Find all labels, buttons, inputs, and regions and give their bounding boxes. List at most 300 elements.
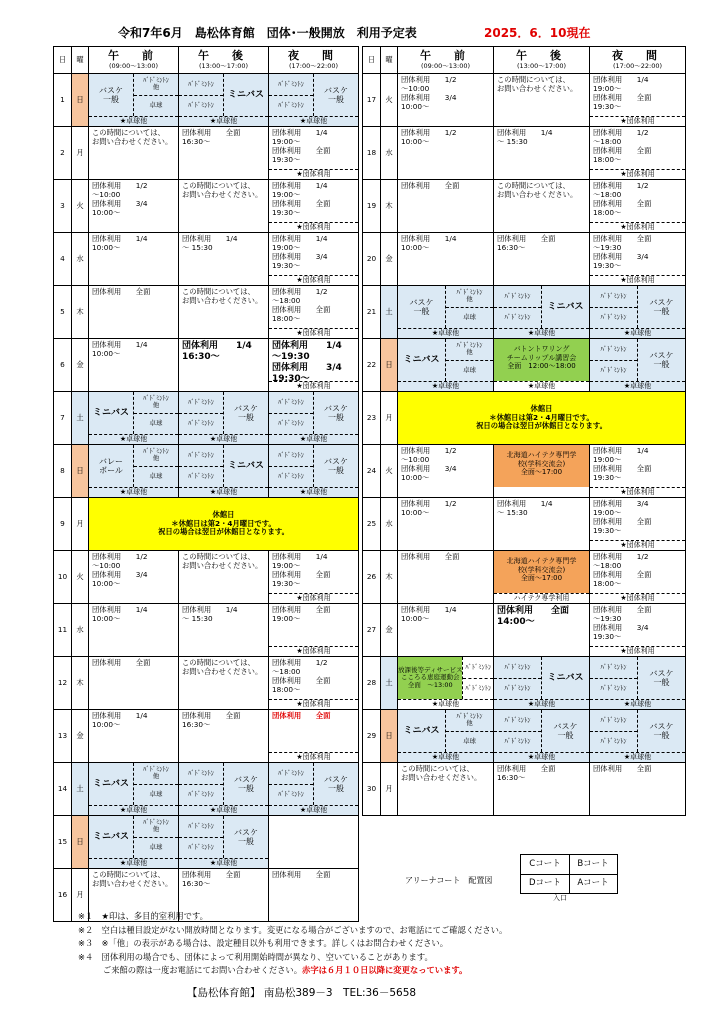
day-row: [363, 604, 686, 657]
sport-label: ﾊﾞﾄﾞﾐﾝﾄﾝ 他: [143, 764, 169, 781]
cell-text: 団体利用 1/4 10:00～: [401, 234, 457, 252]
day-number: 29: [363, 710, 381, 763]
cell-text: 北海道ハイテク専門学 校(学科交流会) 全面～17:00: [506, 451, 577, 477]
cell-text: 団体利用 全面 19:00～: [272, 605, 331, 623]
cell-footer: ★卓球他: [89, 805, 178, 815]
schedule-cell: [89, 74, 179, 127]
cell-footer: ★卓球他: [179, 487, 268, 497]
schedule-cell: [590, 710, 686, 763]
day-row: [54, 657, 359, 710]
day-row: [363, 339, 686, 392]
day-of-week: 火: [72, 551, 89, 604]
sport-label: ﾊﾞﾄﾞﾐﾝﾄﾝ 他: [456, 287, 483, 304]
cell-text: 団体利用 1/4 19:00～ 団体利用 全面 19:30～: [272, 181, 331, 217]
cell-footer: ★団体利用: [590, 487, 685, 497]
arena-layout: [405, 848, 685, 904]
cell-footer: ★卓球他: [590, 752, 685, 762]
schedule-cell: [269, 657, 359, 710]
sport-label: ミニバス: [92, 407, 129, 418]
day-row: [54, 763, 359, 816]
schedule-cell: [179, 127, 269, 180]
sport-label: ﾊﾞﾄﾞﾐﾝﾄﾝ: [494, 678, 541, 700]
page-title: 令和7年6月 島松体育館 団体･一般開放 利用予定表: [118, 26, 417, 40]
cell-text: 団体利用 全面: [401, 181, 460, 190]
schedule-cell: [494, 445, 590, 498]
cell-footer: ★卓球他: [89, 487, 178, 497]
day-row: [54, 339, 359, 392]
col-am: 午 前 (09:00～13:00): [398, 47, 494, 74]
sport-label: バスケ 一般: [637, 286, 685, 328]
cell-text: 団体利用 全面 16:30～: [497, 234, 556, 252]
note-3: ※３ ※「他」の表示がある場合は、設定種目以外も利用できます。詳しくはお問合わせください。: [78, 938, 449, 948]
day-of-week: 土: [72, 392, 89, 445]
schedule-cell: [398, 763, 494, 816]
cell-text: 団体利用 1/4 ～ 15:30: [497, 499, 553, 517]
cell-footer: ★団体利用: [590, 646, 685, 656]
schedule-cell: [269, 233, 359, 286]
schedule-cell: [89, 233, 179, 286]
cell-text: 団体利用 全面: [272, 870, 331, 879]
cell-text: 団体利用 1/4 16:30～: [182, 341, 252, 362]
sport-label: ﾊﾞﾄﾞﾐﾝﾄﾝ: [278, 397, 304, 406]
day-of-week: 水: [381, 127, 398, 180]
arena-label: アリーナコート 配置図: [405, 876, 493, 885]
cell-footer: ★卓球他: [89, 116, 178, 126]
col-day: 日: [363, 47, 381, 74]
sport-label: バスケ 一般: [313, 763, 358, 805]
cell-text: この時間については、 お問い合わせください。: [92, 870, 173, 888]
sport-label: ミニバス: [223, 74, 268, 116]
cell-footer: ★卓球他: [494, 381, 589, 391]
day-row: [363, 763, 686, 816]
cell-footer: ★卓球他: [494, 328, 589, 338]
cell-text: 団体利用 1/4 19:00～ 団体利用 全面 19:30～: [593, 446, 652, 482]
day-of-week: 木: [72, 657, 89, 710]
sport-label: ﾊﾞﾄﾞﾐﾝﾄﾝ: [188, 450, 214, 459]
schedule-cell: [89, 339, 179, 392]
sport-label: ﾊﾞﾄﾞﾐﾝﾄﾝ: [600, 291, 627, 300]
schedule-cell: [269, 392, 359, 445]
cell-footer: ★卓球他: [494, 699, 589, 709]
sport-label: ﾊﾞﾄﾞﾐﾝﾄﾝ 他: [143, 817, 169, 834]
day-row: [54, 74, 359, 127]
schedule-cell: [590, 127, 686, 180]
cell-footer: ★団体利用: [269, 328, 358, 338]
day-number: 24: [363, 445, 381, 498]
sport-label: ﾊﾞﾄﾞﾐﾝﾄﾝ: [179, 784, 223, 806]
cell-text: 団体利用 1/4 10:00～: [92, 605, 148, 623]
day-of-week: 月: [72, 869, 89, 922]
sport-label: ﾊﾞﾄﾞﾐﾝﾄﾝ: [504, 662, 531, 671]
day-number: 9: [54, 498, 72, 551]
day-row: [54, 233, 359, 286]
sport-label: ﾊﾞﾄﾞﾐﾝﾄﾝ: [179, 466, 223, 488]
day-number: 30: [363, 763, 381, 816]
schedule-cell: [494, 127, 590, 180]
cell-text: 団体利用 1/2 ～18:00 団体利用 全面 18:00～: [593, 128, 652, 164]
court-diagram: [520, 854, 618, 894]
day-number: 13: [54, 710, 72, 763]
schedule-cell: [590, 180, 686, 233]
sport-label: ﾊﾞﾄﾞﾐﾝﾄﾝ: [494, 731, 541, 753]
sport-label: ﾊﾞﾄﾞﾐﾝﾄﾝ: [590, 731, 637, 753]
schedule-cell: [89, 127, 179, 180]
day-number: 5: [54, 286, 72, 339]
cell-footer: ★卓球他: [269, 487, 358, 497]
sport-label: ﾊﾞﾄﾞﾐﾝﾄﾝ: [188, 768, 214, 777]
cell-footer: ★団体利用: [590, 593, 685, 603]
cell-footer: ★団体利用: [269, 381, 358, 391]
cell-text: 団体利用 1/4 10:00～: [92, 711, 148, 729]
note-1: ※１ ★印は、多目的室利用です。: [78, 911, 208, 921]
day-of-week: 日: [72, 74, 89, 127]
day-number: 21: [363, 286, 381, 339]
cell-text: 団体利用 1/2 ～10:00 団体利用 3/4 10:00～: [92, 552, 148, 588]
sport-label: ﾊﾞﾄﾞﾐﾝﾄﾝ: [504, 715, 531, 724]
day-number: 7: [54, 392, 72, 445]
day-row: [54, 551, 359, 604]
sport-label: 卓球: [134, 837, 178, 859]
schedule-cell: [179, 339, 269, 392]
sport-label: ﾊﾞﾄﾞﾐﾝﾄﾝ: [278, 768, 304, 777]
day-number: 23: [363, 392, 381, 445]
day-of-week: 火: [381, 74, 398, 127]
sport-label: バスケ 一般: [223, 816, 268, 858]
sport-label: バスケ 一般: [223, 763, 268, 805]
schedule-cell: [89, 604, 179, 657]
sport-label: バスケ 一般: [409, 297, 434, 316]
day-of-week: 日: [72, 816, 89, 869]
schedule-cell: [494, 233, 590, 286]
cell-footer: ★卓球他: [269, 116, 358, 126]
day-number: 1: [54, 74, 72, 127]
sport-label: バスケ 一般: [637, 657, 685, 699]
cell-text: 団体利用 1/2 10:00～: [401, 128, 457, 146]
day-row: [54, 710, 359, 763]
sport-label: 卓球: [134, 95, 178, 117]
schedule-cell: [590, 551, 686, 604]
schedule-cell: [89, 710, 179, 763]
cell-text: 団体利用 全面 16:30～: [182, 128, 241, 146]
note-4: ※４ 団体利用の場合でも、団体によって利用開始時間が異なり、空いていることがあります。: [78, 951, 433, 962]
cell-text: 団体利用 全面 16:30～: [182, 711, 241, 729]
cell-text: この時間については、 お問い合わせください。: [401, 764, 482, 782]
cell-footer: ★卓球他: [269, 434, 358, 444]
day-of-week: 金: [381, 233, 398, 286]
sport-label: ﾊﾞﾄﾞﾐﾝﾄﾝ: [269, 95, 313, 117]
address: 【島松体育館】 南島松389－3 TEL:36－5658: [187, 987, 417, 999]
schedule-cell: [590, 445, 686, 498]
cell-footer: ★団体利用: [269, 169, 358, 179]
schedule-cell: [398, 286, 494, 339]
schedule-cell: [590, 657, 686, 710]
sport-label: 卓球: [446, 731, 493, 753]
cell-text: 団体利用 全面 16:30～: [497, 764, 556, 782]
sport-label: バスケ 一般: [223, 392, 268, 434]
sport-label: ﾊﾞﾄﾞﾐﾝﾄﾝ 他: [143, 75, 169, 92]
day-row: [363, 710, 686, 763]
cell-text: 団体利用 1/4 ～19:30 団体利用 3/4 19:30～: [272, 341, 342, 384]
day-of-week: 木: [72, 286, 89, 339]
schedule-cell: [590, 74, 686, 127]
day-of-week: 金: [381, 604, 398, 657]
cell-text: 団体利用 全面 16:30～: [182, 870, 241, 888]
cell-text: 団体利用 1/4 19:00～ 団体利用 全面 19:30～: [593, 75, 652, 111]
schedule-cell: [398, 498, 494, 551]
cell-footer: ★団体利用: [590, 540, 685, 550]
cell-footer: ★卓球他: [89, 434, 178, 444]
sport-label: バスケ 一般: [313, 445, 358, 487]
cell-text: この時間については、 お問い合わせください。: [497, 75, 578, 93]
cell-text: 団体利用 1/2 ～18:00 団体利用 全面 18:00～: [593, 181, 652, 217]
sport-label: バスケ 一般: [637, 339, 685, 381]
note-2: ※２ 空白は種目設定がない開放時間となります。変更になる場合がございますので、お電話にてご確認ください。: [78, 924, 508, 935]
notes: [78, 910, 507, 978]
cell-text: 団体利用 1/4 ～ 15:30: [182, 605, 238, 623]
schedule-cell: [89, 392, 179, 445]
cell-text: 団体利用 全面: [92, 658, 151, 667]
cell-text: 団体利用 1/4 10:00～: [401, 605, 457, 623]
cell-text: 北海道ハイテク専門学 校(学科交流会) 全面～17:00: [506, 557, 577, 583]
schedule-cell: [89, 657, 179, 710]
note-5: ご来館の際は一度お電話にてお問い合わせください。赤字は６月１０日以降に変更なっています。: [78, 965, 468, 975]
day-number: 16: [54, 869, 72, 922]
schedule-cell: [590, 604, 686, 657]
sport-label: ﾊﾞﾄﾞﾐﾝﾄﾝ: [278, 79, 304, 88]
schedule-cell: [398, 445, 494, 498]
cell-text: 団体利用 1/4 19:00～ 団体利用 3/4 19:30～: [272, 234, 328, 270]
cell-footer: ★卓球他: [179, 805, 268, 815]
day-number: 3: [54, 180, 72, 233]
day-of-week: 日: [381, 710, 398, 763]
cell-text: 団体利用 全面: [92, 287, 151, 296]
day-of-week: 土: [381, 286, 398, 339]
sport-label: バレー ボール: [99, 456, 123, 475]
sport-label: ﾊﾞﾄﾞﾐﾝﾄﾝ: [504, 291, 531, 300]
col-day: 日: [54, 47, 72, 74]
schedule-cell: [398, 657, 494, 710]
day-of-week: 日: [72, 445, 89, 498]
cell-footer: ハイテク専学利用: [494, 593, 589, 603]
day-number: 18: [363, 127, 381, 180]
day-of-week: 水: [381, 498, 398, 551]
sport-label: ミニバス: [403, 725, 440, 736]
schedule-cell: [494, 74, 590, 127]
sport-label: ﾊﾞﾄﾞﾐﾝﾄﾝ: [463, 678, 493, 700]
sport-label: ﾊﾞﾄﾞﾐﾝﾄﾝ: [600, 662, 627, 671]
header: [0, 22, 724, 42]
closed-notice: 休館日 ＊休館日は第2・4月曜日です。 祝日の場合は翌日が休館日となります。: [89, 498, 359, 551]
sport-label: ﾊﾞﾄﾞﾐﾝﾄﾝ: [269, 413, 313, 435]
sport-label: ﾊﾞﾄﾞﾐﾝﾄﾝ 他: [143, 393, 169, 410]
court-b: Bコート: [569, 855, 617, 875]
day-row: [54, 816, 359, 869]
col-dow: 曜: [381, 47, 398, 74]
cell-text: 団体利用 1/4 ～ 15:30: [182, 234, 238, 252]
cell-text: 団体利用 3/4 19:00～ 団体利用 全面 19:30～: [593, 499, 652, 535]
sport-label: ﾊﾞﾄﾞﾐﾝﾄﾝ: [269, 784, 313, 806]
day-of-week: 水: [72, 233, 89, 286]
col-pm: 午 後 (13:00～17:00): [494, 47, 590, 74]
schedule-cell: [89, 180, 179, 233]
cell-footer: ★団体利用: [269, 222, 358, 232]
sport-label: 卓球: [134, 466, 178, 488]
schedule-cell: [179, 286, 269, 339]
day-of-week: 月: [381, 392, 398, 445]
sport-label: ミニバス: [223, 445, 268, 487]
entry-label: 入口: [553, 894, 567, 902]
day-row: [363, 180, 686, 233]
day-number: 15: [54, 816, 72, 869]
day-number: 4: [54, 233, 72, 286]
sport-label: ﾊﾞﾄﾞﾐﾝﾄﾝ: [179, 413, 223, 435]
cell-footer: ★団体利用: [269, 699, 358, 709]
schedule-cell: [494, 286, 590, 339]
sport-label: ﾊﾞﾄﾞﾐﾝﾄﾝ: [188, 397, 214, 406]
day-row: [363, 74, 686, 127]
day-number: 14: [54, 763, 72, 816]
schedule-cell: [179, 816, 269, 869]
sport-label: バスケ 一般: [541, 710, 589, 752]
schedule-cell: [89, 763, 179, 816]
day-number: 26: [363, 551, 381, 604]
day-number: 17: [363, 74, 381, 127]
schedule-cell: [590, 339, 686, 392]
sport-label: バスケ 一般: [99, 85, 123, 104]
empty-cell: [269, 816, 359, 869]
col-night: 夜 間 (17:00～22:00): [269, 47, 359, 74]
schedule-cell: [494, 339, 590, 392]
schedule-cell: [398, 551, 494, 604]
sport-label: 卓球: [134, 413, 178, 435]
schedule-cell: [179, 604, 269, 657]
cell-text: 団体利用 1/2 ～18:00 団体利用 全面 18:00～: [272, 287, 331, 323]
sport-label: ﾊﾞﾄﾞﾐﾝﾄﾝ 他: [456, 711, 483, 728]
cell-text: 団体利用 1/4 19:00～ 団体利用 全面 19:30～: [272, 552, 331, 588]
schedule-cell: [398, 339, 494, 392]
sport-label: バスケ 一般: [313, 74, 358, 116]
day-of-week: 月: [381, 763, 398, 816]
schedule-cell: [179, 180, 269, 233]
sport-label: ミニバス: [92, 778, 129, 789]
day-of-week: 土: [381, 657, 398, 710]
sport-label: 卓球: [446, 307, 493, 329]
day-number: 10: [54, 551, 72, 604]
sport-label: ﾊﾞﾄﾞﾐﾝﾄﾝ 他: [143, 446, 169, 463]
cell-text: 団体利用 全面: [401, 552, 460, 561]
day-of-week: 日: [381, 339, 398, 392]
sport-label: バスケ 一般: [637, 710, 685, 752]
cell-text: 団体利用 全面: [272, 711, 331, 720]
cell-footer: ★卓球他: [590, 699, 685, 709]
cell-footer: ★卓球他: [179, 116, 268, 126]
day-row: [363, 657, 686, 710]
day-number: 28: [363, 657, 381, 710]
court-a: Aコート: [577, 878, 609, 888]
sport-label: ﾊﾞﾄﾞﾐﾝﾄﾝ: [269, 466, 313, 488]
schedule-cell: [269, 763, 359, 816]
day-of-week: 金: [72, 710, 89, 763]
sport-label: ﾊﾞﾄﾞﾐﾝﾄﾝ: [590, 307, 637, 329]
schedule-cell: [89, 551, 179, 604]
schedule-cell: [269, 180, 359, 233]
day-row: [363, 392, 686, 445]
schedule-table-left: [53, 46, 359, 922]
sport-label: ﾊﾞﾄﾞﾐﾝﾄﾝ: [179, 837, 223, 859]
cell-footer: ★卓球他: [89, 858, 178, 868]
cell-text: 団体利用 1/4 10:00～: [92, 234, 148, 252]
schedule-cell: [590, 286, 686, 339]
cell-footer: ★団体利用: [590, 222, 685, 232]
schedule-cell: [494, 604, 590, 657]
cell-footer: ★卓球他: [398, 328, 493, 338]
schedule-cell: [494, 763, 590, 816]
cell-text: 団体利用 1/2 ～10:00 団体利用 3/4 10:00～: [401, 75, 457, 111]
sport-label: ミニバス: [92, 831, 129, 842]
sport-label: ﾊﾞﾄﾞﾐﾝﾄﾝ: [188, 79, 214, 88]
closed-notice: 休館日 ＊休館日は第2・4月曜日です。 祝日の場合は翌日が休館日となります。: [398, 392, 686, 445]
cell-footer: ★団体利用: [269, 593, 358, 603]
cell-text: 団体利用 1/2 10:00～: [401, 499, 457, 517]
sport-label: ﾊﾞﾄﾞﾐﾝﾄﾝ: [600, 715, 627, 724]
schedule-cell: [494, 710, 590, 763]
cell-footer: ★卓球他: [269, 805, 358, 815]
schedule-cell: [494, 498, 590, 551]
sport-label: ﾊﾞﾄﾞﾐﾝﾄﾝ: [600, 344, 627, 353]
cell-text: 団体利用 1/4 19:00～ 団体利用 全面 19:30～: [272, 128, 331, 164]
cell-footer: ★卓球他: [398, 699, 493, 709]
sport-label: ミニバス: [541, 286, 589, 328]
cell-footer: ★団体利用: [590, 275, 685, 285]
court-d: Dコート: [521, 874, 570, 893]
schedule-cell: [269, 604, 359, 657]
cell-footer: ★団体利用: [269, 752, 358, 762]
day-row: [54, 127, 359, 180]
cell-text: バトントワリング チームリップル講習会 全面 12:00～18:00: [506, 345, 577, 371]
schedule-table-right: [362, 46, 686, 816]
court-c: Cコート: [521, 855, 570, 875]
schedule-cell: [179, 710, 269, 763]
cell-footer: ★団体利用: [590, 116, 685, 126]
cell-footer: ★卓球他: [590, 328, 685, 338]
schedule-cell: [269, 445, 359, 498]
day-row: [54, 180, 359, 233]
sport-label: ﾊﾞﾄﾞﾐﾝﾄﾝ: [590, 360, 637, 382]
sport-label: ミニバス: [541, 657, 589, 699]
schedule-cell: [179, 233, 269, 286]
day-number: 25: [363, 498, 381, 551]
day-row: [363, 286, 686, 339]
sport-label: ﾊﾞﾄﾞﾐﾝﾄﾝ: [188, 821, 214, 830]
sport-label: ﾊﾞﾄﾞﾐﾝﾄﾝ: [278, 450, 304, 459]
schedule-cell: [494, 180, 590, 233]
cell-text: 団体利用 1/2 ～10:00 団体利用 3/4 10:00～: [401, 446, 457, 482]
day-number: 6: [54, 339, 72, 392]
schedule-cell: [269, 286, 359, 339]
day-of-week: 月: [72, 127, 89, 180]
day-of-week: 土: [72, 763, 89, 816]
cell-text: この時間については、 お問い合わせください。: [497, 181, 578, 199]
schedule-cell: [179, 763, 269, 816]
sport-label: 卓球: [134, 784, 178, 806]
schedule-cell: [179, 392, 269, 445]
cell-text: 団体利用 1/4 ～ 15:30: [497, 128, 553, 146]
day-row: [363, 445, 686, 498]
schedule-cell: [398, 604, 494, 657]
day-row: [363, 551, 686, 604]
schedule-cell: [269, 74, 359, 127]
cell-text: この時間については、 お問い合わせください。: [182, 658, 263, 676]
